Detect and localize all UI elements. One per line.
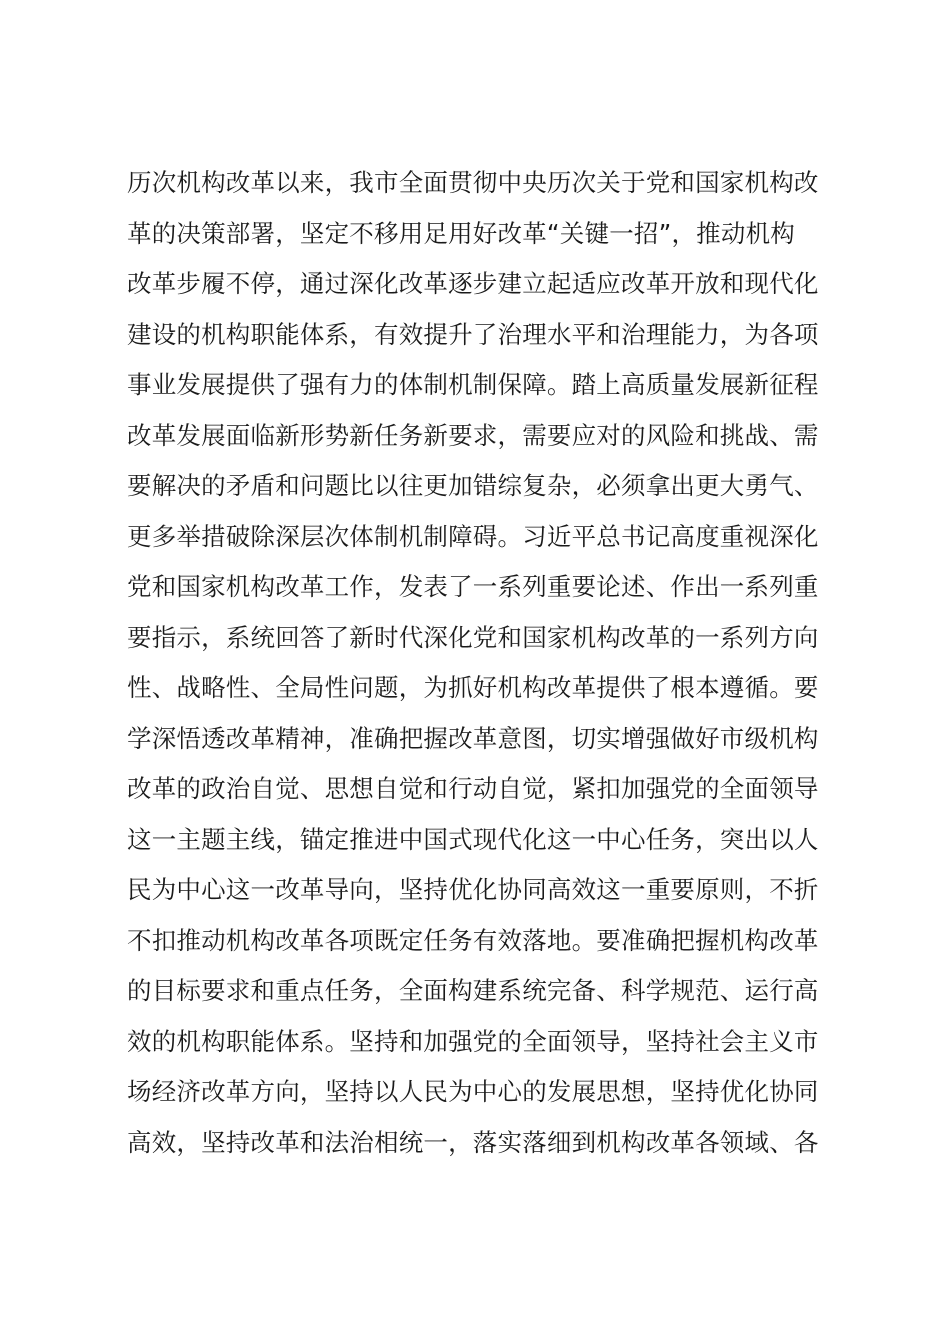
body-paragraph — [127, 158, 847, 1168]
text-line: 要指示，系统回答了新时代深化党和国家机构改革的一系列方向 — [127, 622, 819, 652]
text-line: 民为中心这一改革导向，坚持优化协同高效这一重要原则，不折 — [127, 875, 819, 904]
text-line: 改革步履不停，通过深化改革逐步建立起适应改革开放和现代化 — [127, 269, 819, 298]
text-line: 高效，坚持改革和法治相统一，落实落细到机构改革各领域、各 — [127, 1127, 819, 1157]
text-line: 改革的政治自觉、思想自觉和行动自觉，紧扣加强党的全面领导 — [127, 774, 819, 803]
text-line: 要解决的矛盾和问题比以往更加错综复杂，必须拿出更大勇气、 — [127, 471, 819, 500]
text-line: 场经济改革方向，坚持以人民为中心的发展思想，坚持优化协同 — [127, 1077, 819, 1106]
text-line: 党和国家机构改革工作，发表了一系列重要论述、作出一系列重 — [127, 572, 819, 601]
text-line: 性、战略性、全局性问题，为抓好机构改革提供了根本遵循。要 — [127, 673, 819, 702]
text-line: 效的机构职能体系。坚持和加强党的全面领导，坚持社会主义市 — [127, 1026, 819, 1056]
text-line: 的目标要求和重点任务，全面构建系统完备、科学规范、运行高 — [127, 976, 819, 1005]
text-line: 这一主题主线，锚定推进中国式现代化这一中心任务，突出以人 — [127, 824, 819, 854]
text-line: 建设的机构职能体系，有效提升了治理水平和治理能力，为各项 — [127, 319, 819, 349]
text-line: 更多举措破除深层次体制机制障碍。习近平总书记高度重视深化 — [127, 521, 819, 551]
text-line: 历次机构改革以来，我市全面贯彻中央历次关于党和国家机构改 — [127, 168, 819, 197]
text-line: 学深悟透改革精神，准确把握改革意图，切实增强做好市级机构 — [127, 723, 819, 753]
text-line: 革的决策部署，坚定不移用足用好改革“关键一招”，推动机构 — [127, 218, 795, 248]
text-line: 改革发展面临新形势新任务新要求，需要应对的风险和挑战、需 — [127, 420, 819, 450]
text-line: 事业发展提供了强有力的体制机制保障。踏上高质量发展新征程 — [127, 370, 819, 399]
text-line: 不扣推动机构改革各项既定任务有效落地。要准确把握机构改革 — [127, 925, 819, 955]
